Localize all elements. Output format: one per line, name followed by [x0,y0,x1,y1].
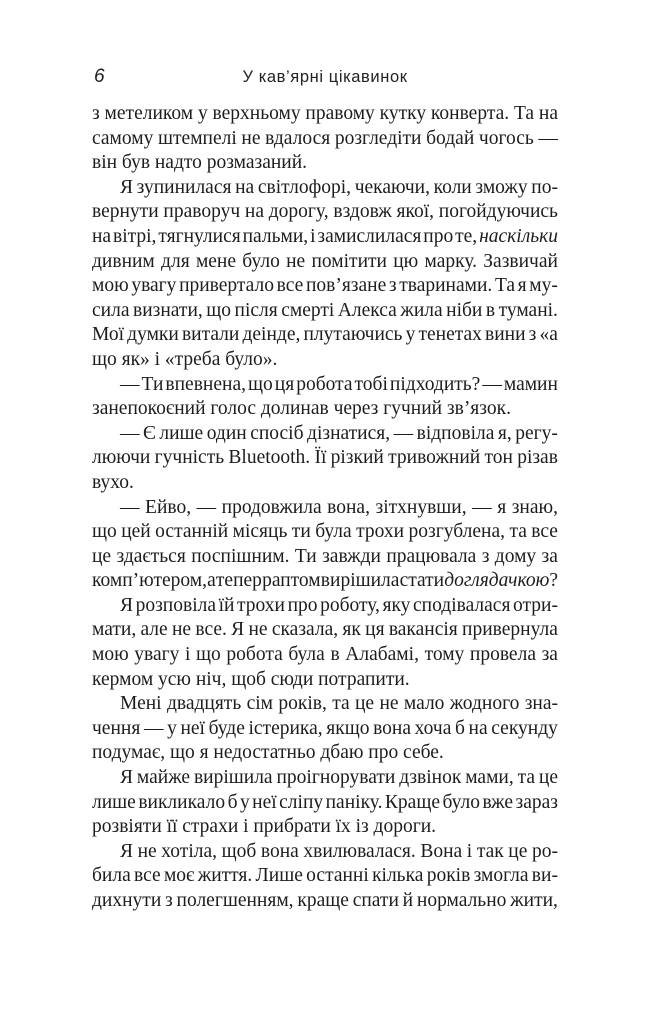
text-line: дихнути з полегшенням, краще спати й нормально жити, [92,890,558,911]
text-line: подумає, що я недостатньо дбаю про себе. [92,742,444,764]
running-title: У кав’ярні цікавинок [242,68,408,86]
text-line: вухо. [92,471,134,493]
text-line: вернути праворуч на дорогу, вздовж якої, погойдуючись [92,201,558,223]
page-number: 6 [94,66,105,87]
page-header [92,66,558,90]
text-line: що як» і «треба було». [92,348,278,370]
paragraph [92,840,558,914]
text-line: комп’ютером, а тепер раптом вирішила стати доглядачкою? [92,570,558,592]
text-line: самому штемпелі не вдалося розгледіти бодай чогось — [92,127,558,149]
text-line: — Ейво, — продовжила вона, зітхнувши, — я знаю, [120,496,558,518]
text-line: це здається поспішним. Ти завжди працювала з дому за [92,545,558,567]
page-body [92,102,558,914]
text-line: — Є лише один спосіб дізнатися, — відповіла я, регу- [120,422,558,444]
text-line: занепокоєний голос долинав через гучний зв’язок. [92,398,511,420]
text-line: дивним для мене було не помітити цю марку. Зазвичай [92,250,558,272]
text-line: що цей останній місяць ти була трохи розгублена, та все [92,521,558,543]
text-line: Мої думки витали деінде, плутаючись у тенетах вини з «а [92,324,558,346]
text-line: мою увагу привертало все пов’язане з тваринами. Та я му- [92,275,558,297]
text-line: Мені двадцять сім років, та це не мало жодного зна- [120,693,558,715]
paragraph [92,422,558,496]
text-line: люючи гучність Bluetooth. Її різкий тривожний тон різав [92,447,558,469]
text-line: Я зупинилася на світлофорі, чекаючи, коли зможу по- [120,176,558,198]
text-line: мати, але не все. Я не сказала, як ця вакансія привернула [92,619,558,641]
paragraph [92,594,558,692]
text-line: на вітрі, тягнулися пальми, і замислилася про те, наскільки [92,225,558,247]
text-line: з метеликом у верхньому правому кутку конверта. Та на [92,103,558,124]
text-line: лише викликало б у неї сліпу паніку. Краще було вже зараз [92,791,558,813]
paragraph [92,102,558,176]
paragraph [92,766,558,840]
text-line: Я розповіла їй трохи про роботу, яку сподівалася отри- [120,594,558,616]
text-line: Я не хотіла, щоб вона хвилювалася. Вона і так це ро- [120,840,558,862]
text-line: — Ти впевнена, що ця робота тобі підходить? — мамин [120,373,558,395]
text-line: він був надто розмазаний. [92,152,308,174]
paragraph [92,373,558,422]
text-line: била все моє життя. Лише останні кілька років змогла ви- [92,865,558,887]
text-line: сила визнати, що після смерті Алекса жила ніби в тумані. [92,299,558,321]
text-line: кермом усю ніч, щоб сюди потрапити. [92,668,410,690]
text-line: чення — у неї буде істерика, якщо вона хоча б на секунду [92,717,558,739]
paragraph [92,496,558,594]
text-line: мою увагу і що робота була в Алабамі, тому провела за [92,644,558,666]
text-line: розвіяти її страхи і прибрати їх із дороги. [92,816,437,838]
paragraph [92,176,558,373]
paragraph [92,692,558,766]
text-line: Я майже вирішила проігнорувати дзвінок мами, та це [120,767,558,789]
